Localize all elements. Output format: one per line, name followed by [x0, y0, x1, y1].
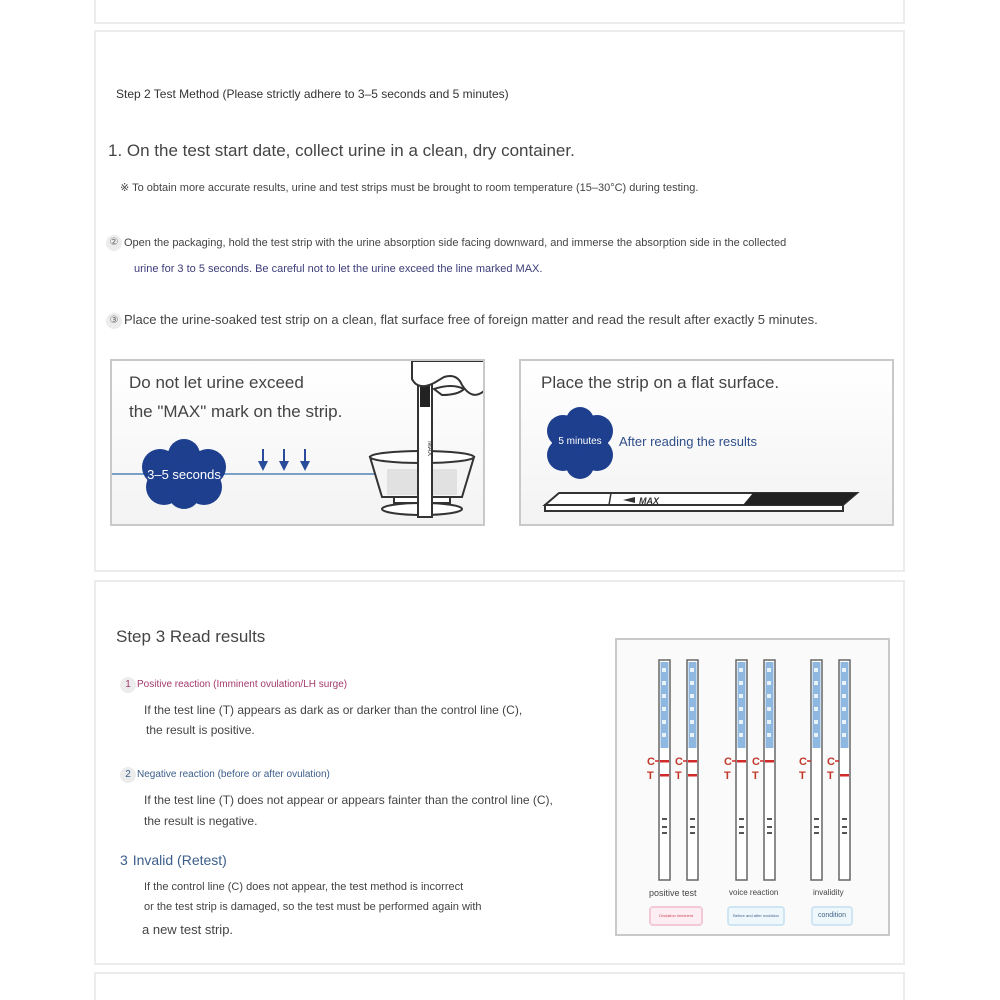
pill-voice: Before and after ovulation — [727, 906, 785, 926]
step2-title: Step 2 Test Method (Please strictly adhere to 3–5 seconds and 5 minutes) — [116, 87, 509, 101]
down-arrows — [258, 449, 310, 471]
after-reading-caption: After reading the results — [619, 434, 758, 449]
step2-item1: 1. On the test start date, collect urine in a clean, dry container. — [108, 141, 575, 160]
invalid-desc-line3: a new test strip. — [142, 922, 234, 937]
positive-desc-line2: the result is positive. — [146, 723, 255, 737]
label-invalid: invalidity — [813, 888, 844, 897]
negative-heading-text: Negative reaction (before or after ovulation) — [137, 769, 330, 780]
dip-text-line2: the "MAX" mark on the strip. — [129, 402, 343, 421]
pill-positive: Ovulation imminent — [649, 906, 703, 926]
negative-strip-2-t-letter: T — [752, 770, 759, 782]
invalid-number: 3 — [120, 852, 128, 868]
step2-item2-line2: urine for 3 to 5 seconds. Be careful not to let the urine exceed the line marked MAX. — [134, 263, 543, 275]
flat-strip-max-label: MAX — [639, 496, 659, 506]
invalid-strip-1-t-letter: T — [799, 770, 806, 782]
step2-note: ※ To obtain more accurate results, urine and test strips must be brought to room temperature (15–30°C) during testing. — [120, 182, 699, 194]
negative-strip-2-c-letter: C — [752, 756, 760, 768]
pill-invalid: condition — [811, 906, 853, 926]
result-strips-illustration — [615, 638, 890, 936]
dip-strip-max-label: MAX — [426, 441, 433, 457]
invalid-desc-line1: If the control line (C) does not appear, the test method is incorrect — [144, 881, 464, 893]
flat-surface-title: Place the strip on a flat surface. — [541, 373, 780, 392]
invalid-desc-line2: or the test strip is damaged, so the test must be performed again with — [144, 901, 482, 913]
flat-strip-scene — [521, 361, 894, 526]
step2-item3 — [106, 312, 818, 329]
step2-item2 — [106, 235, 786, 251]
negative-result-heading — [120, 767, 330, 783]
positive-strip-1-c-letter: C — [647, 756, 655, 768]
positive-strip-2-c-letter: C — [675, 756, 683, 768]
label-voice: voice reaction — [729, 888, 779, 897]
invalid-strip-2-t-letter: T — [827, 770, 834, 782]
step2-item2-number: ② — [106, 235, 122, 251]
invalid-strip-1 — [799, 660, 822, 880]
invalid-strip-2 — [827, 660, 850, 880]
flat-surface-illustration — [519, 359, 894, 526]
negative-desc-line1: If the test line (T) does not appear or appears fainter than the control line (C), — [144, 793, 553, 807]
positive-strip-2-t-letter: T — [675, 770, 682, 782]
negative-desc-line2: the result is negative. — [144, 814, 258, 828]
positive-strip-2 — [675, 660, 698, 880]
invalid-heading-text: Invalid (Retest) — [132, 852, 227, 868]
next-section-card — [94, 972, 905, 1000]
invalid-strip-2-c-letter: C — [827, 756, 835, 768]
positive-strip-1 — [647, 660, 670, 880]
negative-strip-2 — [752, 660, 775, 880]
step2-card — [94, 30, 905, 572]
positive-result-heading — [120, 677, 347, 693]
negative-strip-1-t-letter: T — [724, 770, 731, 782]
positive-number: 1 — [120, 677, 136, 693]
test-strip-dipped — [418, 369, 433, 517]
negative-number: 2 — [120, 767, 136, 783]
previous-section-card — [94, 0, 905, 24]
positive-heading-text: Positive reaction (Imminent ovulation/LH surge) — [137, 679, 348, 690]
positive-strip-1-t-letter: T — [647, 770, 654, 782]
negative-strip-1 — [724, 660, 747, 880]
label-positive: positive test — [649, 888, 697, 898]
dip-illustration — [110, 359, 485, 526]
invalid-result-heading — [120, 852, 227, 868]
step2-item2-line1: Open the packaging, hold the test strip with the urine absorption side facing downward, and immerse the absorption side in the collected — [124, 236, 787, 249]
dip-text-line1: Do not let urine exceed — [129, 373, 304, 392]
step2-item3-number: ③ — [106, 313, 122, 329]
minutes-cloud-label: 5 minutes — [558, 436, 602, 447]
negative-strip-1-c-letter: C — [724, 756, 732, 768]
step3-card — [94, 580, 905, 965]
step2-item3-text: Place the urine-soaked test strip on a clean, flat surface free of foreign matter and read the result after exactly 5 minutes. — [124, 312, 818, 327]
invalid-strip-1-c-letter: C — [799, 756, 807, 768]
step3-title: Step 3 Read results — [116, 627, 266, 646]
seconds-cloud-label: 3–5 seconds — [147, 467, 221, 482]
positive-desc-line1: If the test line (T) appears as dark as or darker than the control line (C), — [144, 703, 523, 717]
